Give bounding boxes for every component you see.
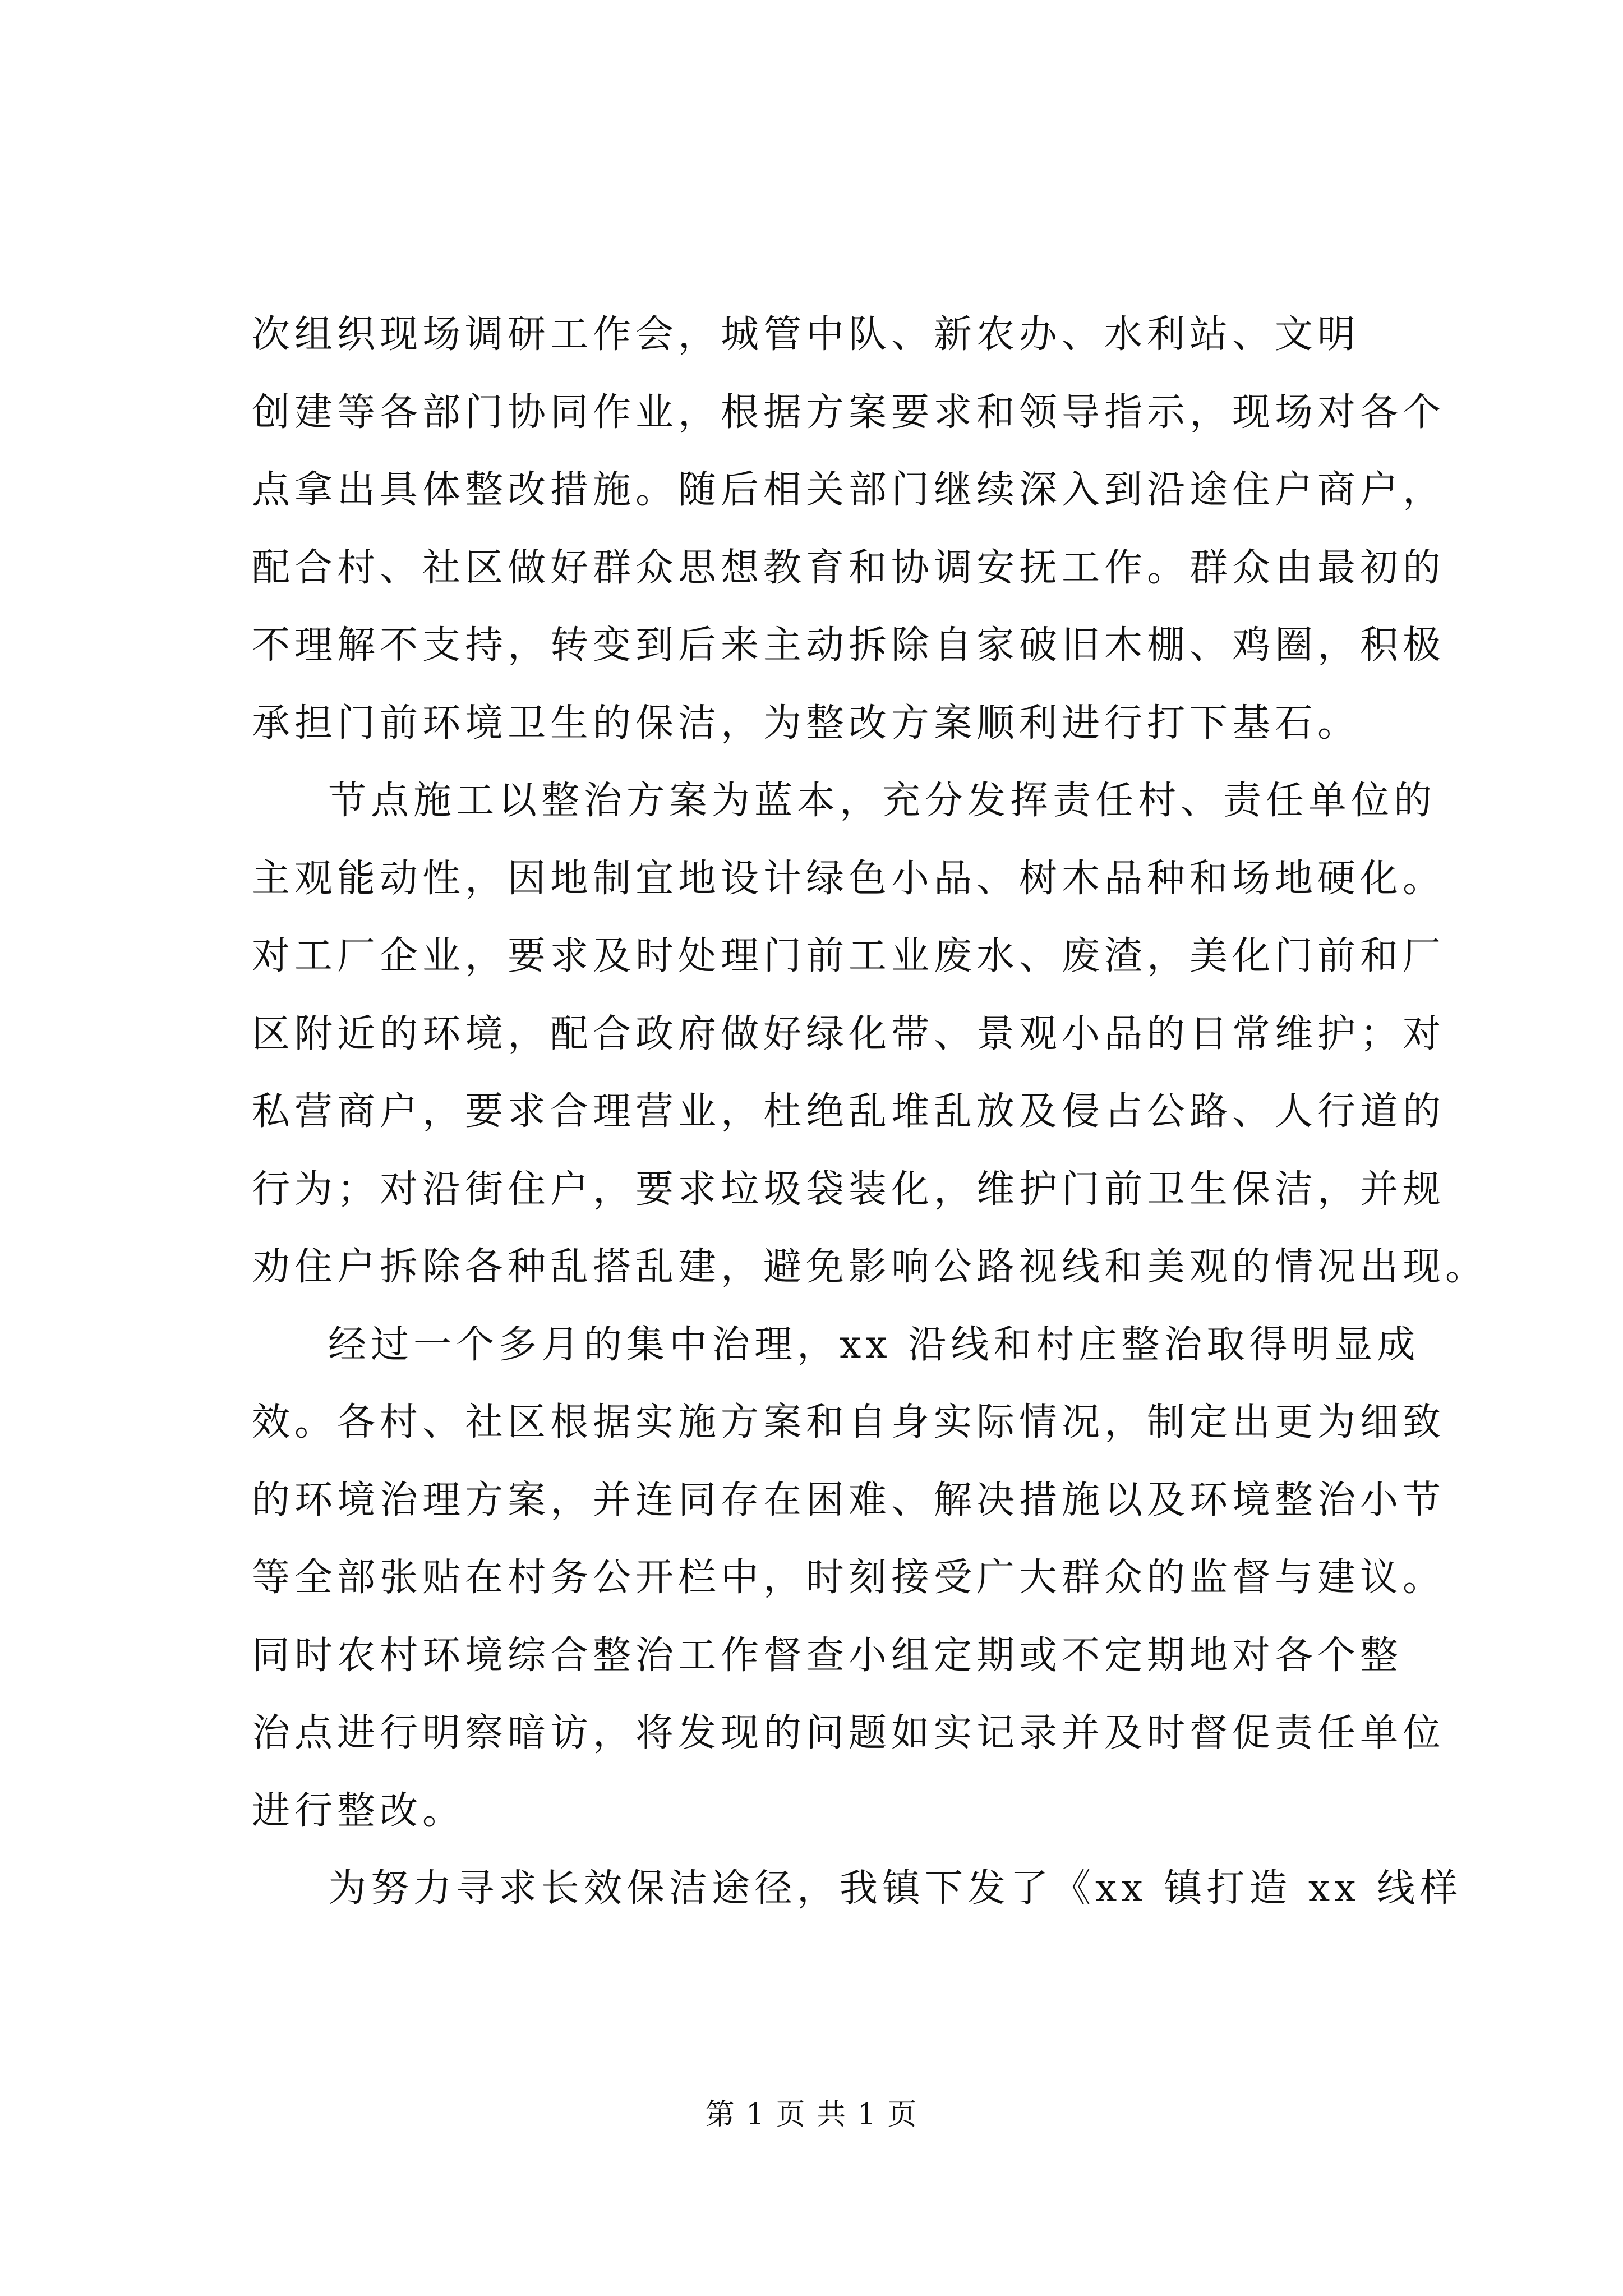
text-line: 承担门前环境卫生的保洁，为整改方案顺利进行打下基石。 bbox=[252, 701, 1361, 746]
text-line: 创建等各部门协同作业，根据方案要求和领导指示，现场对各个 bbox=[252, 390, 1446, 435]
text-line: 治点进行明察暗访，将发现的问题如实记录并及时督促责任单位 bbox=[252, 1711, 1446, 1755]
text-line: 配合村、社区做好群众思想教育和协调安抚工作。群众由最初的 bbox=[252, 545, 1446, 590]
text-line: 区附近的环境，配合政府做好绿化带、景观小品的日常维护；对 bbox=[252, 1011, 1446, 1056]
text-line: 效。各村、社区根据实施方案和自身实际情况，制定出更为细致 bbox=[252, 1400, 1446, 1444]
text-line: 行为；对沿街住户，要求垃圾袋装化，维护门前卫生保洁，并规 bbox=[252, 1167, 1446, 1212]
text-line: 同时农村环境综合整治工作督查小组定期或不定期地对各个整 bbox=[252, 1633, 1403, 1678]
paragraph-first-line: 为努力寻求长效保洁途径，我镇下发了《xx 镇打造 xx 线样 bbox=[328, 1866, 1463, 1911]
document-body bbox=[252, 296, 1488, 1928]
page-number: 第 1 页 共 1 页 bbox=[705, 2098, 918, 2132]
text-line: 等全部张贴在村务公开栏中，时刻接受广大群众的监督与建议。 bbox=[252, 1556, 1446, 1600]
text-line: 点拿出具体整改措施。随后相关部门继续深入到沿途住户商户， bbox=[252, 468, 1446, 512]
text-line: 私营商户，要求合理营业，杜绝乱堆乱放及侵占公路、人行道的 bbox=[252, 1089, 1446, 1134]
text-line: 劝住户拆除各种乱搭乱建，避免影响公路视线和美观的情况出现。 bbox=[252, 1245, 1488, 1289]
paragraph-first-line: 经过一个多月的集中治理，xx 沿线和村庄整治取得明显成 bbox=[328, 1322, 1420, 1367]
paragraph-first-line: 节点施工以整治方案为蓝本，充分发挥责任村、责任单位的 bbox=[328, 779, 1437, 823]
text-line: 进行整改。 bbox=[252, 1788, 465, 1833]
text-line: 的环境治理方案，并连同存在困难、解决措施以及环境整治小节 bbox=[252, 1478, 1446, 1522]
page-footer bbox=[0, 2095, 1623, 2134]
text-line: 不理解不支持，转变到后来主动拆除自家破旧木棚、鸡圈，积极 bbox=[252, 623, 1446, 668]
text-line: 次组织现场调研工作会，城管中队、新农办、水利站、文明 bbox=[252, 312, 1361, 357]
text-line: 主观能动性，因地制宜地设计绿色小品、树木品种和场地硬化。 bbox=[252, 856, 1446, 901]
text-line: 对工厂企业，要求及时处理门前工业废水、废渣，美化门前和厂 bbox=[252, 934, 1446, 978]
